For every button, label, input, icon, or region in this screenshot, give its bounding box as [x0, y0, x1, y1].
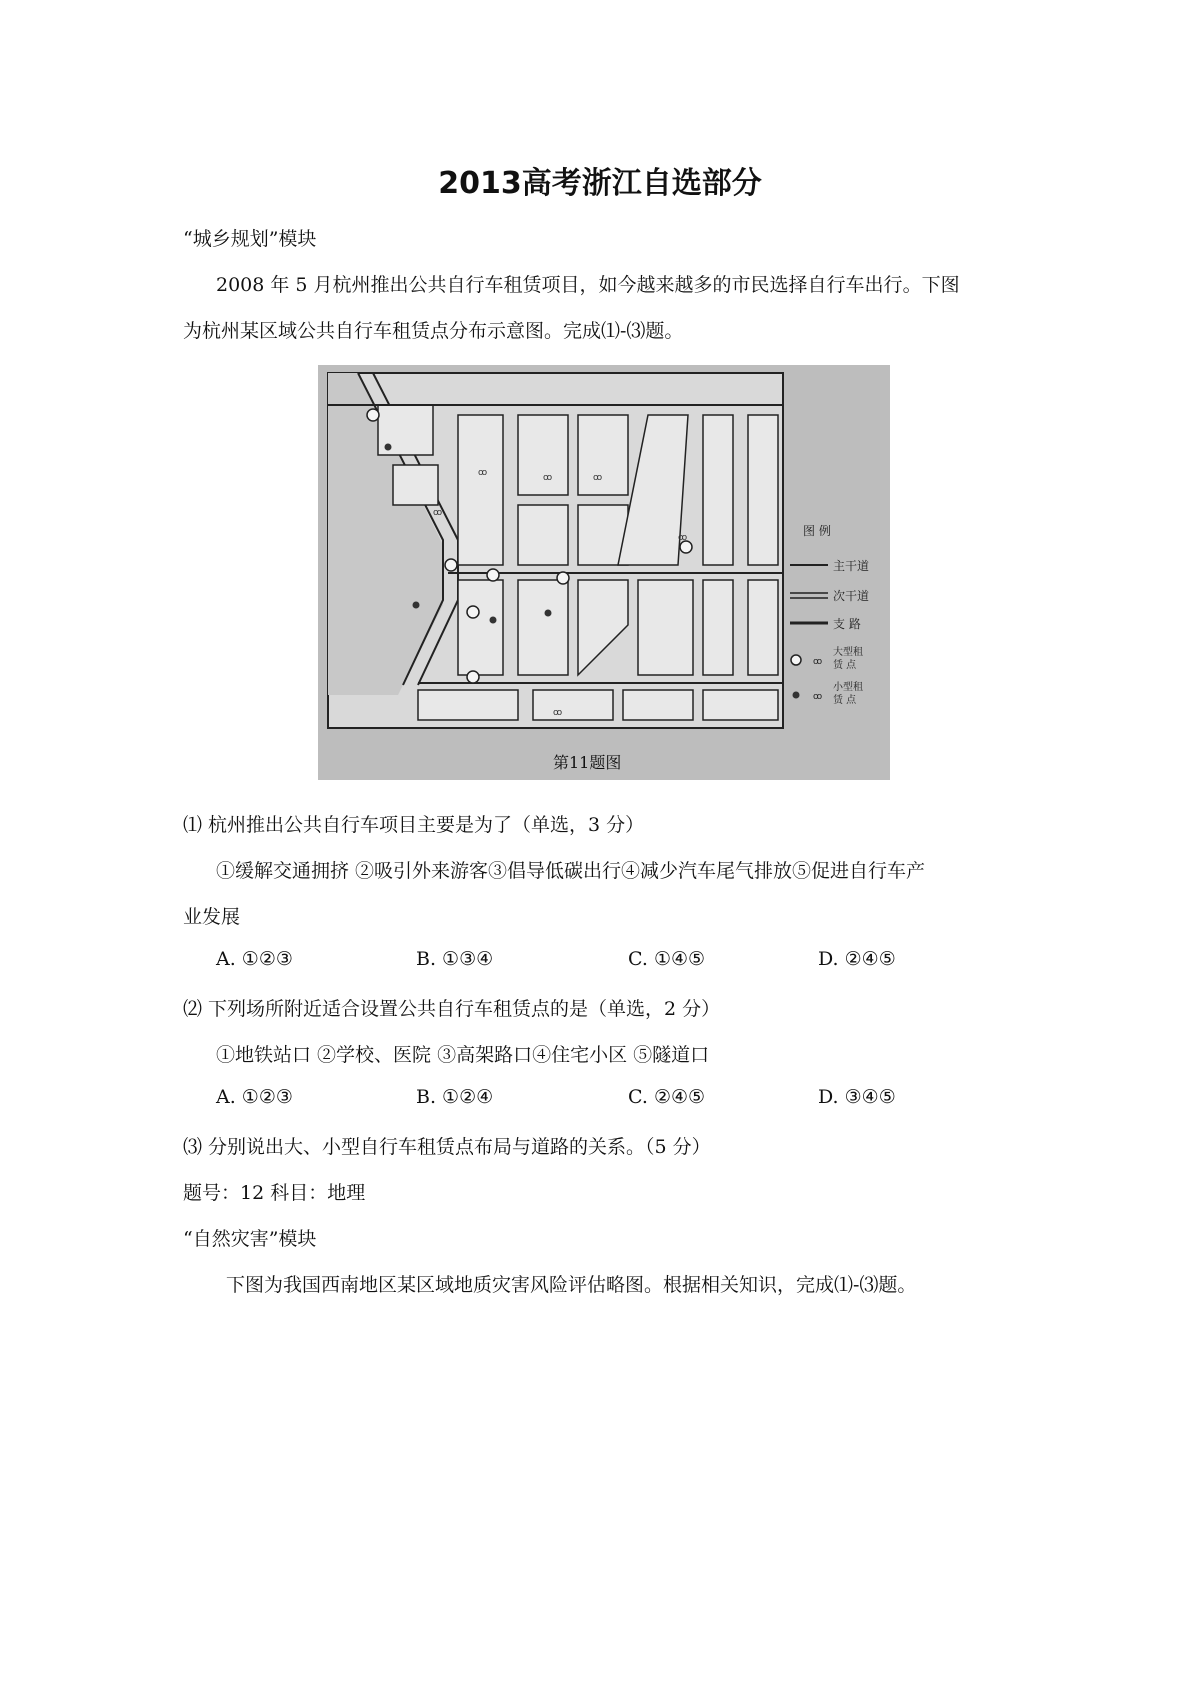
question-2-items: ①地铁站口 ②学校、医院 ③高架路口④住宅小区 ⑤隧道口: [216, 1044, 710, 1066]
q1-option-c: C. ①④⑤: [628, 948, 706, 970]
bike-rental-map: [318, 365, 890, 780]
legend-small-point-line1: 小型租: [833, 682, 863, 693]
question-3-stem: ⑶ 分别说出大、小型自行车租赁点布局与道路的关系。（5 分）: [183, 1136, 711, 1158]
q1-option-d: D. ②④⑤: [818, 948, 896, 970]
intro-line-1: 2008 年 5 月杭州推出公共自行车租赁项目，如今越来越多的市民选择自行车出行。下图: [216, 274, 960, 296]
svg-text:ꝏ: ꝏ: [553, 708, 563, 718]
legend-branch-road: 支 路: [833, 617, 861, 631]
q2-option-b: B. ①②④: [416, 1086, 494, 1108]
meta-line: 题号：12 科目：地理: [183, 1182, 366, 1204]
svg-text:ꝏ: ꝏ: [678, 533, 688, 543]
svg-text:ꝏ: ꝏ: [543, 473, 553, 483]
svg-text:ꝏ: ꝏ: [478, 468, 488, 478]
disaster-intro: 下图为我国西南地区某区域地质灾害风险评估略图。根据相关知识，完成⑴-⑶题。: [226, 1274, 917, 1296]
legend-title: 图 例: [803, 524, 831, 538]
intro-line-2: 为杭州某区域公共自行车租赁点分布示意图。完成⑴-⑶题。: [183, 320, 684, 342]
question-1-stem: ⑴ 杭州推出公共自行车项目主要是为了（单选，3 分）: [183, 814, 645, 836]
q1-option-b: B. ①③④: [416, 948, 494, 970]
svg-text:ꝏ: ꝏ: [433, 508, 443, 518]
q2-option-d: D. ③④⑤: [818, 1086, 896, 1108]
svg-text:ꝏ: ꝏ: [813, 657, 823, 667]
figure-caption: 第11题图: [553, 753, 622, 772]
q1-option-a: A. ①②③: [216, 948, 293, 970]
question-2-stem: ⑵ 下列场所附近适合设置公共自行车租赁点的是（单选，2 分）: [183, 998, 721, 1020]
question-1-items-line2: 业发展: [183, 906, 241, 928]
q2-option-c: C. ②④⑤: [628, 1086, 706, 1108]
module-heading-disaster: “自然灾害”模块: [183, 1228, 317, 1250]
q2-option-a: A. ①②③: [216, 1086, 293, 1108]
svg-text:ꝏ: ꝏ: [593, 473, 603, 483]
legend-small-point-line2: 赁 点: [833, 695, 857, 706]
page-title: 2013高考浙江自选部分: [438, 166, 762, 201]
question-1-items-line1: ①缓解交通拥挤 ②吸引外来游客③倡导低碳出行④减少汽车尾气排放⑤促进自行车产: [216, 860, 926, 882]
legend-secondary-road: 次干道: [833, 589, 870, 603]
legend-large-point-line1: 大型租: [833, 647, 863, 658]
legend-main-road: 主干道: [833, 559, 870, 573]
svg-text:ꝏ: ꝏ: [813, 692, 823, 702]
module-heading-urban: “城乡规划”模块: [183, 228, 317, 250]
legend-large-point-line2: 赁 点: [833, 660, 857, 671]
